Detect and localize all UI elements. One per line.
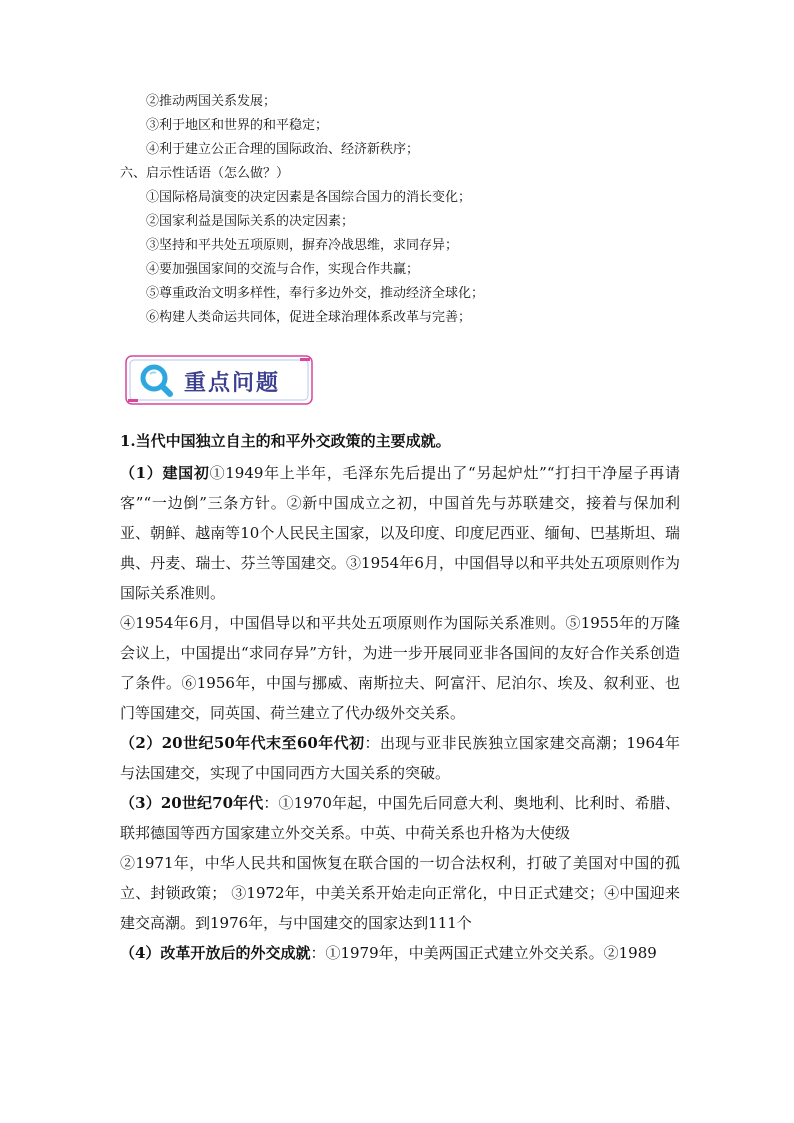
question-title: 1.当代中国独立自主的和平外交政策的主要成就。: [120, 432, 451, 450]
list-item: ④要加强国家间的交流与合作，实现合作共赢；: [146, 262, 420, 277]
document-body: [120, 90, 680, 968]
paragraph-3b: ②1971年，中华人民共和国恢复在联合国的一切合法权利，打破了美国对中国的孤立、封锁政策； ③1972年，中美关系开始走向正常化，中日正式建交；④中国迎来建交高潮。到1976年，与中国建交的国家达到111个: [120, 854, 680, 932]
list-item: ③坚持和平共处五项原则，摒弃冷战思维，求同存异；: [146, 238, 459, 253]
paragraph-1: [120, 458, 680, 608]
list-item: ⑥构建人类命运共同体，促进全球治理体系改革与完善；: [146, 310, 472, 325]
list-item: ①国际格局演变的决定因素是各国综合国力的消长变化；: [146, 190, 472, 205]
paragraph-label: （4）改革开放后的外交成就: [120, 944, 311, 962]
paragraph-text: ：①1979年，中美两国正式建立外交关系。②1989: [310, 944, 657, 962]
paragraph-label: （2）20世纪50年代末至60年代初: [120, 734, 365, 752]
paragraph-4: [120, 938, 680, 968]
list-item: ③利于地区和世界的和平稳定；: [146, 118, 329, 133]
paragraph-1b: ④1954年6月，中国倡导以和平共处五项原则作为国际关系准则。⑤1955年的万隆会议上，中国提出“求同存异”方针，为进一步开展同亚非各国间的友好合作关系创造了条件。⑥1956年，中国与挪威、南斯拉夫、阿富汗、尼泊尔、埃及、叙利亚、也门等国建交，同英国、荷兰建立了代办级外交关系。: [120, 614, 680, 722]
paragraph-3: [120, 788, 680, 848]
list-item: ②国家利益是国际关系的决定因素；: [146, 214, 355, 229]
key-questions-badge: [124, 354, 324, 414]
paragraph-label: （3）20世纪70年代: [120, 794, 264, 812]
list-item: ②推动两国关系发展；: [146, 94, 277, 109]
badge-label: 重点问题: [184, 371, 281, 396]
section-heading: 六、启示性话语（怎么做？）: [120, 166, 290, 181]
paragraph-text: ：出现与亚非民族独立国家建交高潮；1964年与法国建交，实现了中国同西方大国关系的突破。: [120, 734, 680, 782]
paragraph-label: （1）建国初: [120, 464, 210, 482]
paragraph-text: ①1949年上半年，毛泽东先后提出了“另起炉灶”“打扫干净屋子再请客”“一边倒”三条方针。②新中国成立之初，中国首先与苏联建交，接着与保加利亚、朝鲜、越南等10个人民民主国家，以及印度、印度尼西亚、缅甸、巴基斯坦、瑞典、丹麦、瑞士、芬兰等国建交。③1954年6月，中国倡导以和平共处五项原则作为国际关系准则。: [120, 464, 680, 602]
paragraph-2: [120, 728, 680, 788]
list-item: ④利于建立公正合理的国际政治、经济新秩序；: [146, 142, 420, 157]
list-item: ⑤尊重政治文明多样性，奉行多边外交，推动经济全球化；: [146, 286, 485, 301]
paragraph-text: ：①1970年起，中国先后同意大利、奥地利、比利时、希腊、联邦德国等西方国家建立外交关系。中英、中荷关系也升格为大使级: [120, 794, 680, 842]
